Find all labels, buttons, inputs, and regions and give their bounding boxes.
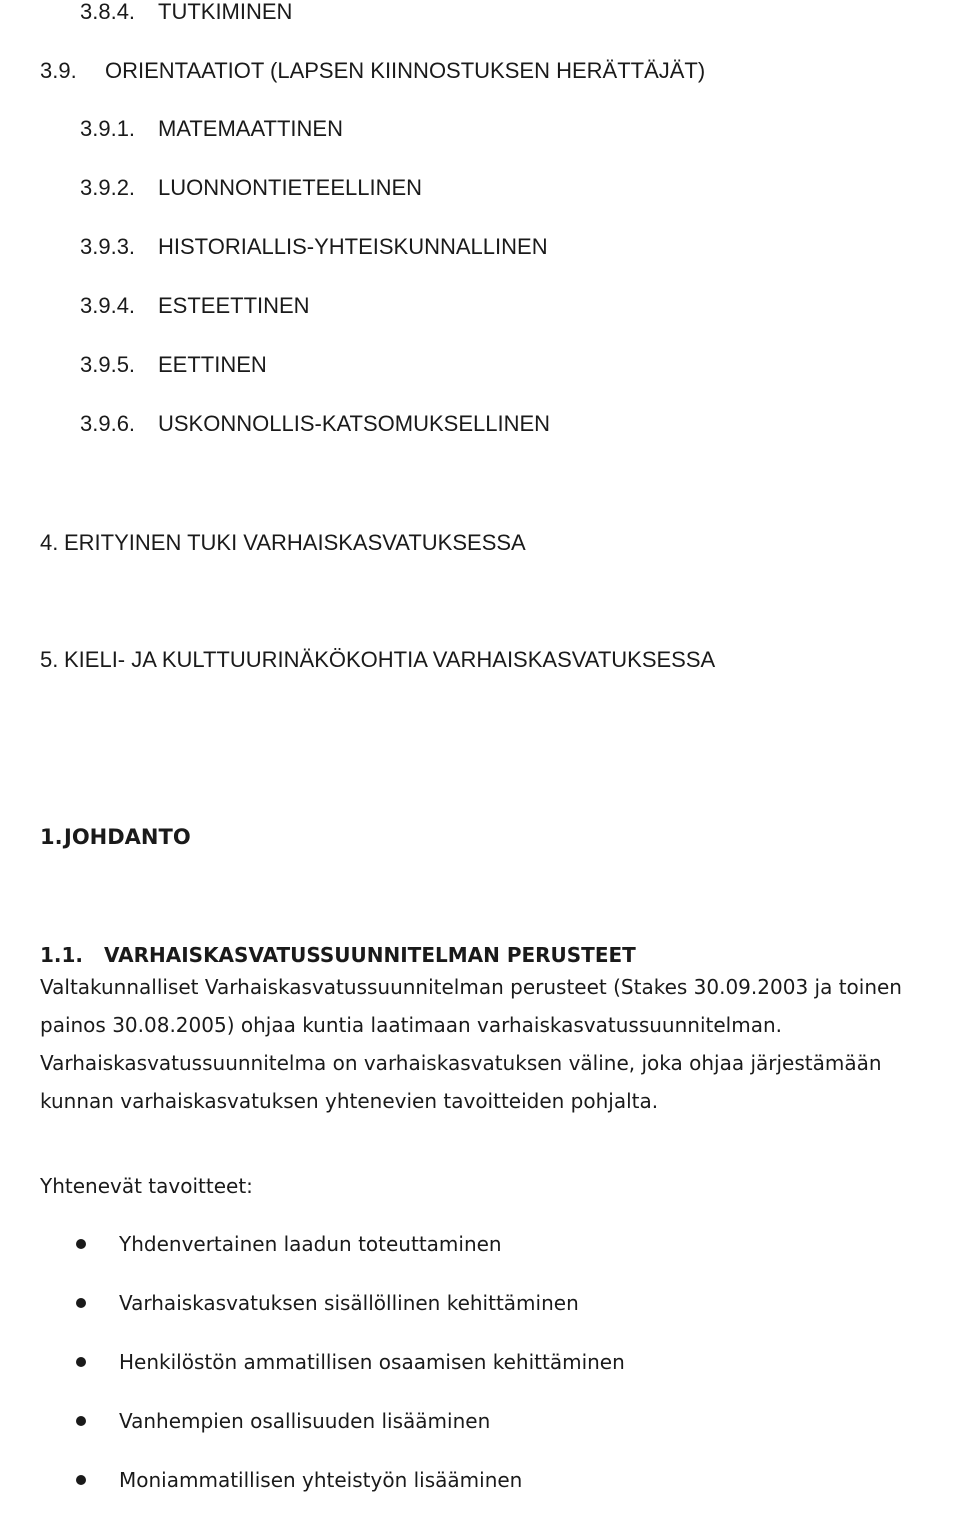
- list-item-text: Vanhempien osallisuuden lisääminen: [119, 1409, 491, 1433]
- toc-entry: [80, 409, 550, 439]
- toc-number: 3.9.4.: [80, 293, 136, 318]
- toc-entry: [40, 56, 705, 86]
- toc-entry: [80, 291, 310, 321]
- toc-label: ORIENTAATIOT (LAPSEN KIINNOSTUKSEN HERÄTTÄJÄT): [105, 58, 706, 83]
- toc-entry: [80, 0, 292, 27]
- chapter-title: JOHDANTO: [64, 825, 191, 849]
- toc-number: 3.9.: [40, 58, 77, 83]
- toc-number: 3.9.2.: [80, 175, 136, 200]
- toc-label: HISTORIALLIS-YHTEISKUNNALLINEN: [158, 234, 548, 259]
- section-number: 1.1.: [40, 943, 84, 967]
- toc-label: USKONNOLLIS-KATSOMUKSELLINEN: [158, 411, 551, 436]
- toc-entry: [40, 645, 715, 675]
- body-paragraph: Valtakunnalliset Varhaiskasvatussuunnitelman perusteet (Stakes 30.09.2003 ja toinen painos 30.08.2005) ohjaa kuntia laatimaan varhaiskasvatussuunnitelman. Varhaiskasvatussuunnitelma on varhaiskasvatuksen väline, joka ohjaa järjestämään kunnan varhaiskasvatuksen yhtenevien tavoitteiden pohjalta.: [40, 975, 902, 1113]
- bullet-icon: [76, 1475, 86, 1485]
- list-item-text: Varhaiskasvatuksen sisällöllinen kehittäminen: [119, 1291, 579, 1315]
- toc-number: 3.9.5.: [80, 352, 136, 377]
- toc-entry: [80, 350, 267, 380]
- section-title: VARHAISKASVATUSSUUNNITELMAN PERUSTEET: [104, 943, 636, 967]
- list-item-text: Henkilöstön ammatillisen osaamisen kehittäminen: [119, 1350, 625, 1374]
- toc-label: ESTEETTINEN: [158, 293, 310, 318]
- toc-label: MATEMAATTINEN: [158, 116, 343, 141]
- toc-entry: [80, 173, 422, 203]
- toc-entry: [80, 232, 548, 262]
- section-heading: [40, 940, 636, 970]
- bullet-icon: [76, 1239, 86, 1249]
- toc-entry: [40, 528, 526, 558]
- toc-number: 3.9.3.: [80, 234, 136, 259]
- toc-entry: [80, 114, 343, 144]
- bullet-icon: [76, 1357, 86, 1367]
- chapter-number: 1.: [40, 825, 63, 849]
- goals-intro: Yhtenevät tavoitteet:: [40, 1174, 253, 1198]
- toc-number: 3.8.4.: [80, 0, 136, 24]
- list-item-text: Yhdenvertainen laadun toteuttaminen: [119, 1232, 502, 1256]
- chapter-heading: [40, 822, 191, 852]
- toc-number: 3.9.6.: [80, 411, 136, 436]
- bullet-icon: [76, 1298, 86, 1308]
- toc-number: 4.: [40, 530, 59, 555]
- toc-label: KIELI- JA KULTTUURINÄKÖKOHTIA VARHAISKASVATUKSESSA: [64, 647, 716, 672]
- toc-number: 5.: [40, 647, 59, 672]
- bullet-icon: [76, 1416, 86, 1426]
- toc-label: LUONNONTIETEELLINEN: [158, 175, 423, 200]
- toc-number: 3.9.1.: [80, 116, 136, 141]
- toc-label: EETTINEN: [158, 352, 267, 377]
- toc-label: TUTKIMINEN: [158, 0, 293, 24]
- list-item-text: Moniammatillisen yhteistyön lisääminen: [119, 1468, 523, 1492]
- toc-label: ERITYINEN TUKI VARHAISKASVATUKSESSA: [64, 530, 526, 555]
